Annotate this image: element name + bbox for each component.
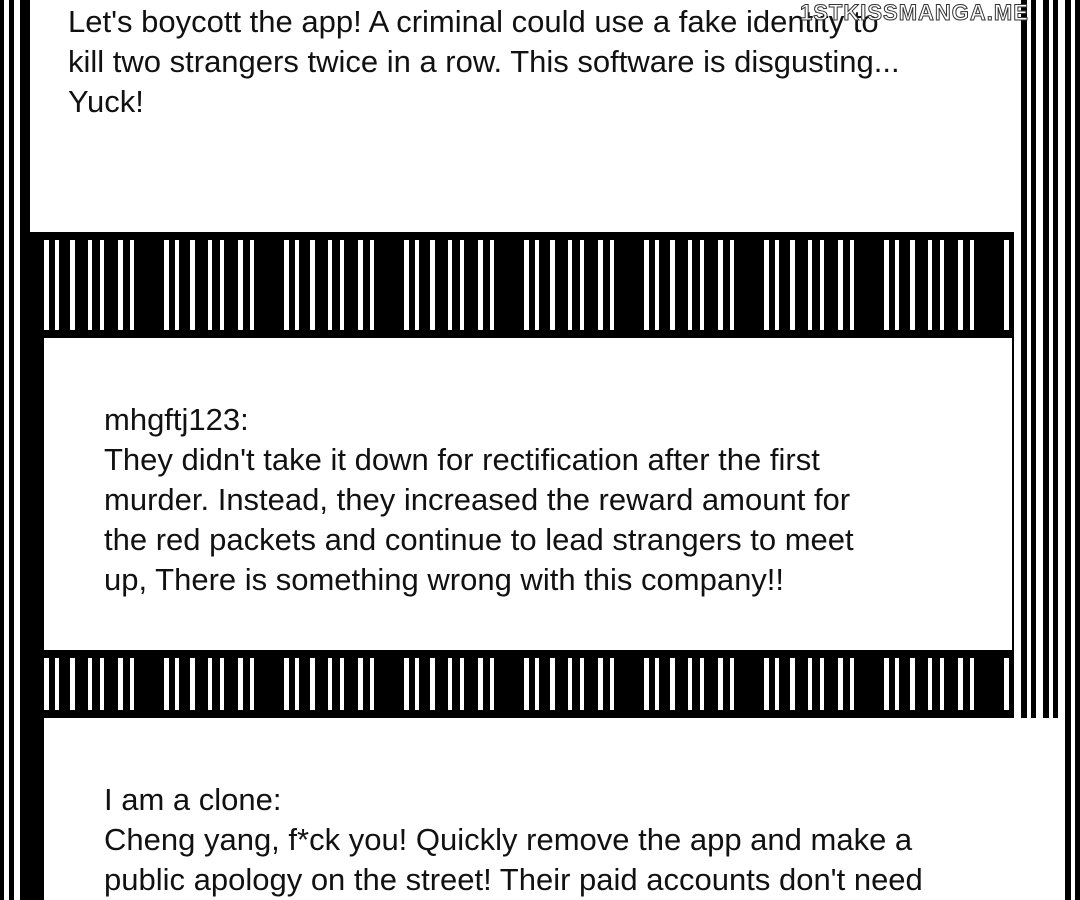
barcode-divider-2 bbox=[30, 650, 1014, 718]
comment-line: up, There is something wrong with this company!! bbox=[104, 562, 785, 597]
comment-line: kill two strangers twice in a row. This software is disgusting... bbox=[68, 44, 900, 79]
comment-line: Let's boycott the app! A criminal could use a fake identity to bbox=[68, 4, 879, 39]
comment-line: the red packets and continue to lead strangers to meet bbox=[104, 522, 854, 557]
comment-username: I am a clone: bbox=[104, 782, 282, 817]
comment-panel-2 bbox=[44, 338, 1012, 650]
comment-line: Yuck! bbox=[68, 84, 144, 119]
comment-line: Cheng yang, f*ck you! Quickly remove the app and make a bbox=[104, 822, 913, 857]
comment-panel-1 bbox=[30, 0, 1014, 232]
comment-line: murder. Instead, they increased the reward amount for bbox=[104, 482, 851, 517]
barcode-divider-1 bbox=[30, 232, 1014, 338]
site-watermark: 1STKISSMANGA.ME bbox=[800, 0, 1029, 25]
comment-panel-3 bbox=[44, 718, 1064, 900]
comment-line: public apology on the street! Their paid accounts don't need bbox=[104, 862, 923, 897]
left-barcode-stripes bbox=[0, 0, 30, 900]
comment-line: They didn't take it down for rectification after the first bbox=[104, 442, 820, 477]
comment-username: mhgftj123: bbox=[104, 402, 249, 437]
